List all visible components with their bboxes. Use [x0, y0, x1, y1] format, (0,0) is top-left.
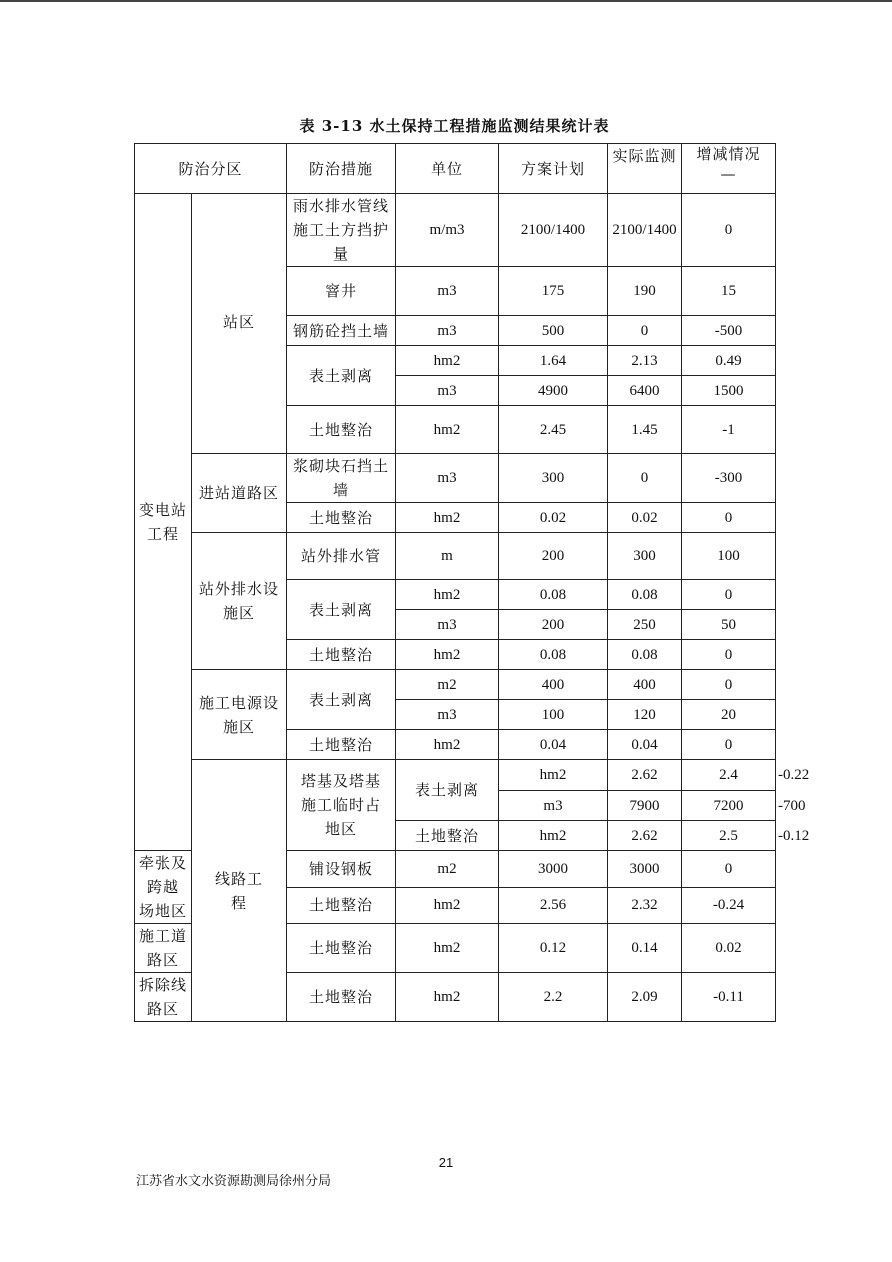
- table-row: [135, 194, 776, 267]
- change-cell: 0: [682, 194, 776, 267]
- actual-cell: 0: [608, 454, 682, 503]
- measure-cell: 铺设钢板: [287, 851, 396, 888]
- unit-cell: hm2: [396, 924, 499, 973]
- header-zone: 防治分区: [135, 144, 287, 194]
- measure-cell: 表土剥离: [287, 346, 396, 406]
- measure-cell: 站外排水管: [287, 533, 396, 580]
- actual-cell: 300: [608, 533, 682, 580]
- change-cell: -0.24: [682, 887, 776, 924]
- zone-removal: 拆除线路区: [135, 973, 192, 1022]
- plan-cell: 2.2: [499, 973, 608, 1022]
- actual-cell: 6400: [608, 376, 682, 406]
- unit-cell: hm2: [499, 760, 608, 791]
- measure-cell: 钢筋砼挡土墙: [287, 316, 396, 346]
- plan-cell: 300: [499, 454, 608, 503]
- measure-cell: 土地整治: [396, 821, 499, 851]
- actual-cell: 120: [608, 700, 682, 730]
- header-change: 增减情况 —: [682, 144, 776, 194]
- actual-cell: 1.45: [608, 406, 682, 454]
- monitoring-results-table: [134, 143, 810, 1022]
- plan-cell: 2.62: [608, 760, 682, 791]
- measure-cell: 土地整治: [287, 640, 396, 670]
- change-cell: 0: [682, 580, 776, 610]
- measure-cell: 窨井: [287, 267, 396, 316]
- plan-cell: 400: [499, 670, 608, 700]
- unit-cell: m2: [396, 851, 499, 888]
- actual-cell: 0.08: [608, 580, 682, 610]
- plan-cell: 2100/1400: [499, 194, 608, 267]
- unit-cell: hm2: [396, 973, 499, 1022]
- top-border-line: [0, 0, 892, 2]
- measure-cell: 土地整治: [287, 887, 396, 924]
- change-cell: 0: [682, 851, 776, 888]
- change-cell: -1: [682, 406, 776, 454]
- change-cell: -0.11: [682, 973, 776, 1022]
- measure-cell: 土地整治: [287, 924, 396, 973]
- plan-cell: 175: [499, 267, 608, 316]
- plan-cell: 100: [499, 700, 608, 730]
- table-caption: 表 3-13 水土保持工程措施监测结果统计表: [299, 117, 610, 135]
- plan-cell: 0.04: [499, 730, 608, 760]
- unit-cell: hm2: [396, 503, 499, 533]
- change-cell: 0: [682, 640, 776, 670]
- table-row: 线路工 程 塔基及塔基 施工临时占 地区 表土剥离 hm2 2.62 2.4 -0.22: [135, 760, 776, 791]
- unit-cell: hm2: [396, 346, 499, 376]
- change-cell: 15: [682, 267, 776, 316]
- change-cell: 20: [682, 700, 776, 730]
- page-number: 21: [438, 1155, 454, 1170]
- footer-organization: 江苏省水文水资源勘测局徐州分局: [136, 1174, 332, 1189]
- change-cell: 0: [682, 503, 776, 533]
- plan-cell: 200: [499, 533, 608, 580]
- header-row: [135, 144, 776, 194]
- actual-cell: 2.13: [608, 346, 682, 376]
- table-row: [135, 670, 776, 700]
- measure-cell: 土地整治: [287, 503, 396, 533]
- measure-cell: 土地整治: [287, 730, 396, 760]
- actual-cell: 2.5: [682, 821, 776, 851]
- actual-cell: 2.09: [608, 973, 682, 1022]
- zone-station: 站区: [192, 194, 287, 454]
- actual-cell: 190: [608, 267, 682, 316]
- measure-cell: 雨水排水管线 施工土方挡护 量: [287, 194, 396, 267]
- group-line: 线路工 程: [192, 760, 287, 1022]
- unit-cell: m3: [396, 316, 499, 346]
- plan-cell: 4900: [499, 376, 608, 406]
- unit-cell: m: [396, 533, 499, 580]
- table-row: m3 7900 7200 -700: [135, 791, 776, 821]
- unit-cell: m2: [396, 670, 499, 700]
- zone-tension: 牵张及跨越 场地区: [135, 851, 192, 924]
- measure-cell: 表土剥离: [287, 580, 396, 640]
- plan-cell: 500: [499, 316, 608, 346]
- actual-cell: 0: [608, 316, 682, 346]
- measure-cell: 土地整治: [287, 406, 396, 454]
- change-cell: 0.49: [682, 346, 776, 376]
- unit-cell: hm2: [396, 640, 499, 670]
- plan-cell: 3000: [499, 851, 608, 888]
- table-row: [135, 454, 776, 503]
- plan-cell: 1.64: [499, 346, 608, 376]
- actual-cell: 400: [608, 670, 682, 700]
- header-unit: 单位: [396, 144, 499, 194]
- group-substation: 变电站 工程: [135, 194, 192, 851]
- header-plan: 方案计划: [499, 144, 608, 194]
- table-row: [135, 533, 776, 580]
- actual-cell: 250: [608, 610, 682, 640]
- measure-cell: 表土剥离: [396, 760, 499, 821]
- plan-cell: 2.62: [608, 821, 682, 851]
- plan-cell: 0.08: [499, 640, 608, 670]
- zone-drain: 站外排水设 施区: [192, 533, 287, 670]
- unit-cell: hm2: [396, 730, 499, 760]
- zone-road: 进站道路区: [192, 454, 287, 533]
- unit-cell: m3: [499, 791, 608, 821]
- actual-cell: 0.08: [608, 640, 682, 670]
- actual-cell: 2100/1400: [608, 194, 682, 267]
- unit-cell: hm2: [499, 821, 608, 851]
- unit-cell: m/m3: [396, 194, 499, 267]
- unit-cell: m3: [396, 610, 499, 640]
- unit-cell: m3: [396, 376, 499, 406]
- measure-cell: 浆砌块石挡土 墙: [287, 454, 396, 503]
- measure-cell: 表土剥离: [287, 670, 396, 730]
- change-cell: -300: [682, 454, 776, 503]
- zone-construct-road: 施工道路区: [135, 924, 192, 973]
- unit-cell: hm2: [396, 580, 499, 610]
- change-cell: 1500: [682, 376, 776, 406]
- unit-cell: hm2: [396, 887, 499, 924]
- zone-tower: 塔基及塔基 施工临时占 地区: [287, 760, 396, 851]
- plan-cell: 2.45: [499, 406, 608, 454]
- change-cell: 50: [682, 610, 776, 640]
- change-cell: 0: [682, 670, 776, 700]
- change-cell: -500: [682, 316, 776, 346]
- actual-cell: 3000: [608, 851, 682, 888]
- change-cell: 0.02: [682, 924, 776, 973]
- actual-cell: 2.4: [682, 760, 776, 791]
- plan-cell: 7900: [608, 791, 682, 821]
- actual-cell: 0.14: [608, 924, 682, 973]
- plan-cell: 2.56: [499, 887, 608, 924]
- actual-cell: 7200: [682, 791, 776, 821]
- actual-cell: 0.02: [608, 503, 682, 533]
- plan-cell: 0.12: [499, 924, 608, 973]
- actual-cell: 2.32: [608, 887, 682, 924]
- unit-cell: m3: [396, 700, 499, 730]
- table-row: 土地整治 hm2 2.62 2.5 -0.12: [135, 821, 776, 851]
- plan-cell: 0.08: [499, 580, 608, 610]
- header-actual: 实际监测: [608, 144, 682, 194]
- plan-cell: 0.02: [499, 503, 608, 533]
- plan-cell: 200: [499, 610, 608, 640]
- measure-cell: 土地整治: [287, 973, 396, 1022]
- unit-cell: m3: [396, 267, 499, 316]
- zone-power: 施工电源设 施区: [192, 670, 287, 760]
- header-measure: 防治措施: [287, 144, 396, 194]
- unit-cell: hm2: [396, 406, 499, 454]
- unit-cell: m3: [396, 454, 499, 503]
- change-cell: 0: [682, 730, 776, 760]
- change-cell: 100: [682, 533, 776, 580]
- actual-cell: 0.04: [608, 730, 682, 760]
